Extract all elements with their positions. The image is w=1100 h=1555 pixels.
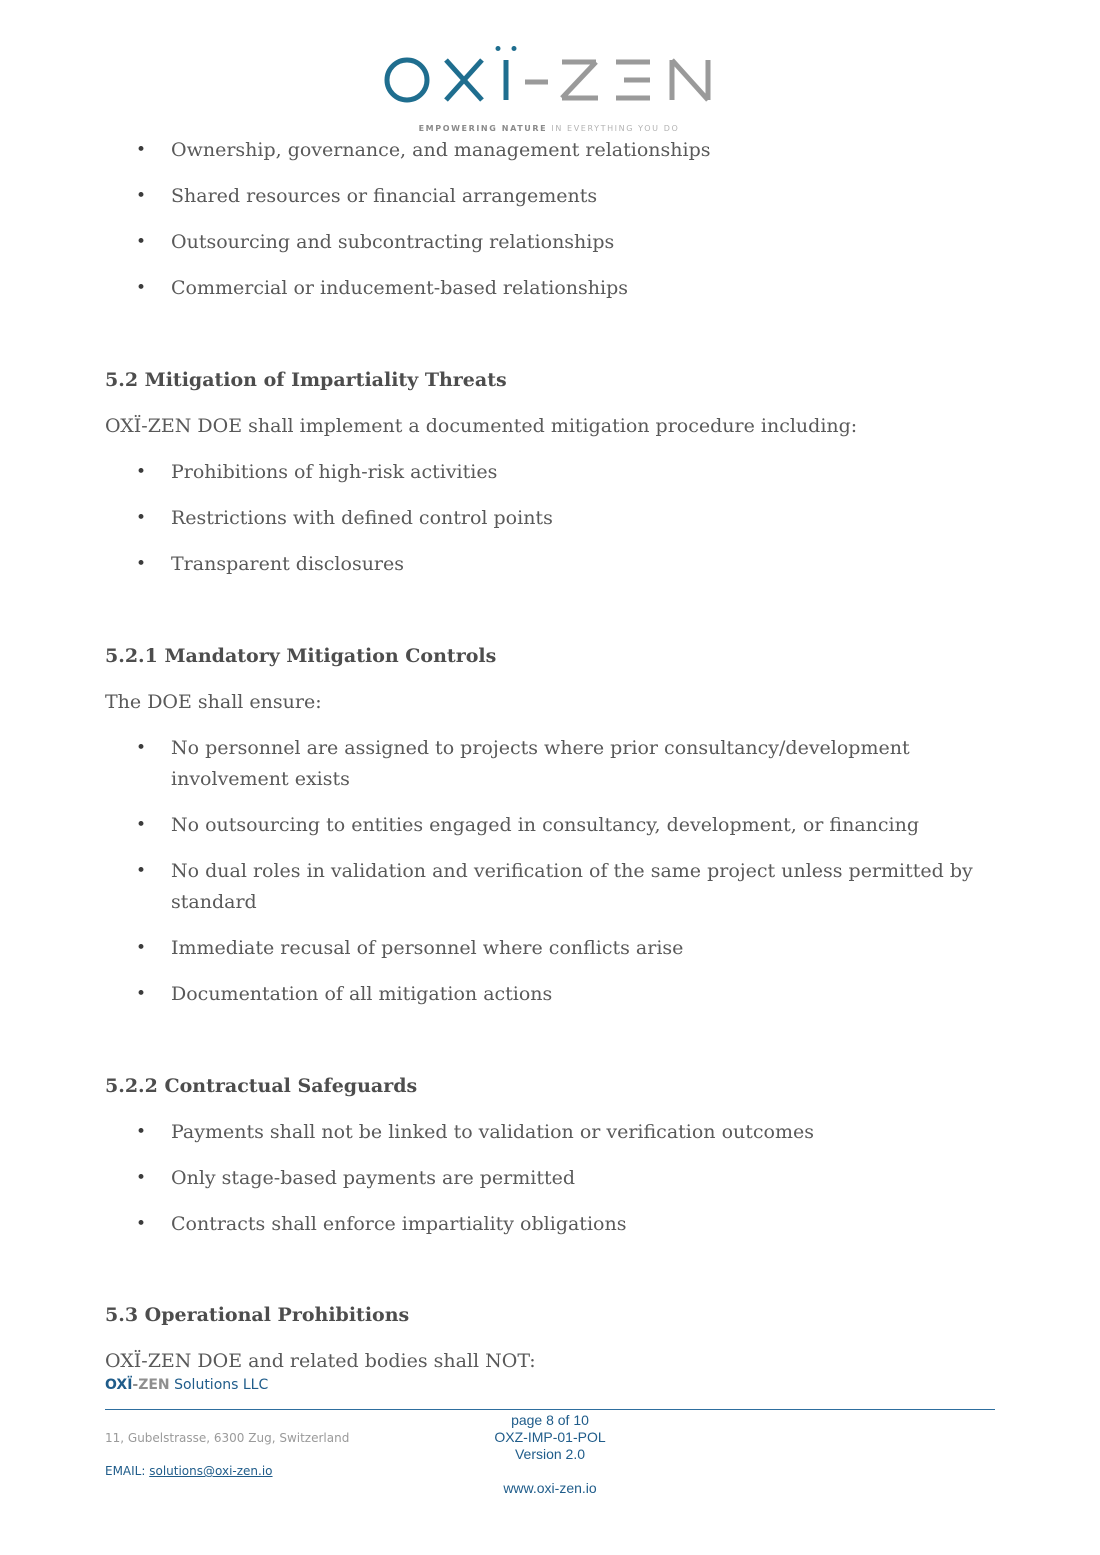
footer-address: 11, Gubelstrasse, 6300 Zug, Switzerland	[105, 1431, 350, 1445]
mandatory-controls-list	[105, 733, 1005, 1010]
section-heading-5-2-1: 5.2.1 Mandatory Mitigation Controls	[105, 645, 497, 667]
document-version: Version 2.0	[514, 1446, 586, 1462]
list-item: • Immediate recusal of personnel where conflicts arise	[105, 933, 1005, 964]
company-logo	[384, 46, 714, 136]
list-item: • Prohibitions of high-risk activities	[105, 457, 1005, 488]
footer-company-name	[105, 1377, 268, 1393]
footer-email	[105, 1464, 273, 1478]
section-5-2-intro: OXÏ-ZEN DOE shall implement a documented mitigation procedure including:	[105, 415, 858, 437]
mitigation-list	[105, 457, 1005, 580]
section-5-2-1-intro: The DOE shall ensure:	[105, 691, 322, 713]
section-heading-5-2: 5.2 Mitigation of Impartiality Threats	[105, 369, 507, 391]
tagline-rest: IN EVERYTHING YOU DO	[551, 124, 680, 133]
document-id: OXZ-IMP-01-POL	[494, 1429, 606, 1445]
list-item: • No personnel are assigned to projects where prior consultancy/development involvement exists	[105, 733, 1005, 795]
email-link[interactable]: solutions@oxi-zen.io	[149, 1464, 273, 1478]
footer-website: www.oxi-zen.io	[503, 1480, 597, 1496]
list-item: • Contracts shall enforce impartiality obligations	[105, 1209, 1005, 1240]
logo-tagline	[384, 124, 714, 133]
section-heading-5-3: 5.3 Operational Prohibitions	[105, 1304, 410, 1326]
list-item: • Shared resources or financial arrangements	[105, 181, 1005, 212]
list-item: • Transparent disclosures	[105, 549, 1005, 580]
footer-doc-info	[440, 1412, 660, 1463]
list-item: • Documentation of all mitigation actions	[105, 979, 1005, 1010]
tagline-bold: EMPOWERING NATURE	[418, 124, 548, 133]
page-number: page 8 of 10	[511, 1412, 589, 1428]
list-item: • No dual roles in validation and verification of the same project unless permitted by standard	[105, 856, 1005, 918]
relationship-list	[105, 135, 1005, 304]
footer-divider	[105, 1409, 995, 1410]
list-item: • No outsourcing to entities engaged in consultancy, development, or financing	[105, 810, 1005, 841]
section-5-3-intro: OXÏ-ZEN DOE and related bodies shall NOT:	[105, 1350, 536, 1372]
list-item: • Commercial or inducement-based relationships	[105, 273, 1005, 304]
list-item: • Ownership, governance, and management relationships	[105, 135, 1005, 166]
list-item: • Payments shall not be linked to validation or verification outcomes	[105, 1117, 1005, 1148]
list-item: • Restrictions with defined control points	[105, 503, 1005, 534]
list-item: • Only stage-based payments are permitted	[105, 1163, 1005, 1194]
footer-brand-a: OXÏ	[105, 1377, 133, 1393]
footer-brand-b: -ZEN	[132, 1377, 170, 1393]
contractual-safeguards-list	[105, 1117, 1005, 1240]
section-heading-5-2-2: 5.2.2 Contractual Safeguards	[105, 1075, 418, 1097]
footer-company-rest: Solutions LLC	[169, 1377, 269, 1393]
email-label: EMAIL:	[105, 1464, 150, 1478]
list-item: • Outsourcing and subcontracting relationships	[105, 227, 1005, 258]
